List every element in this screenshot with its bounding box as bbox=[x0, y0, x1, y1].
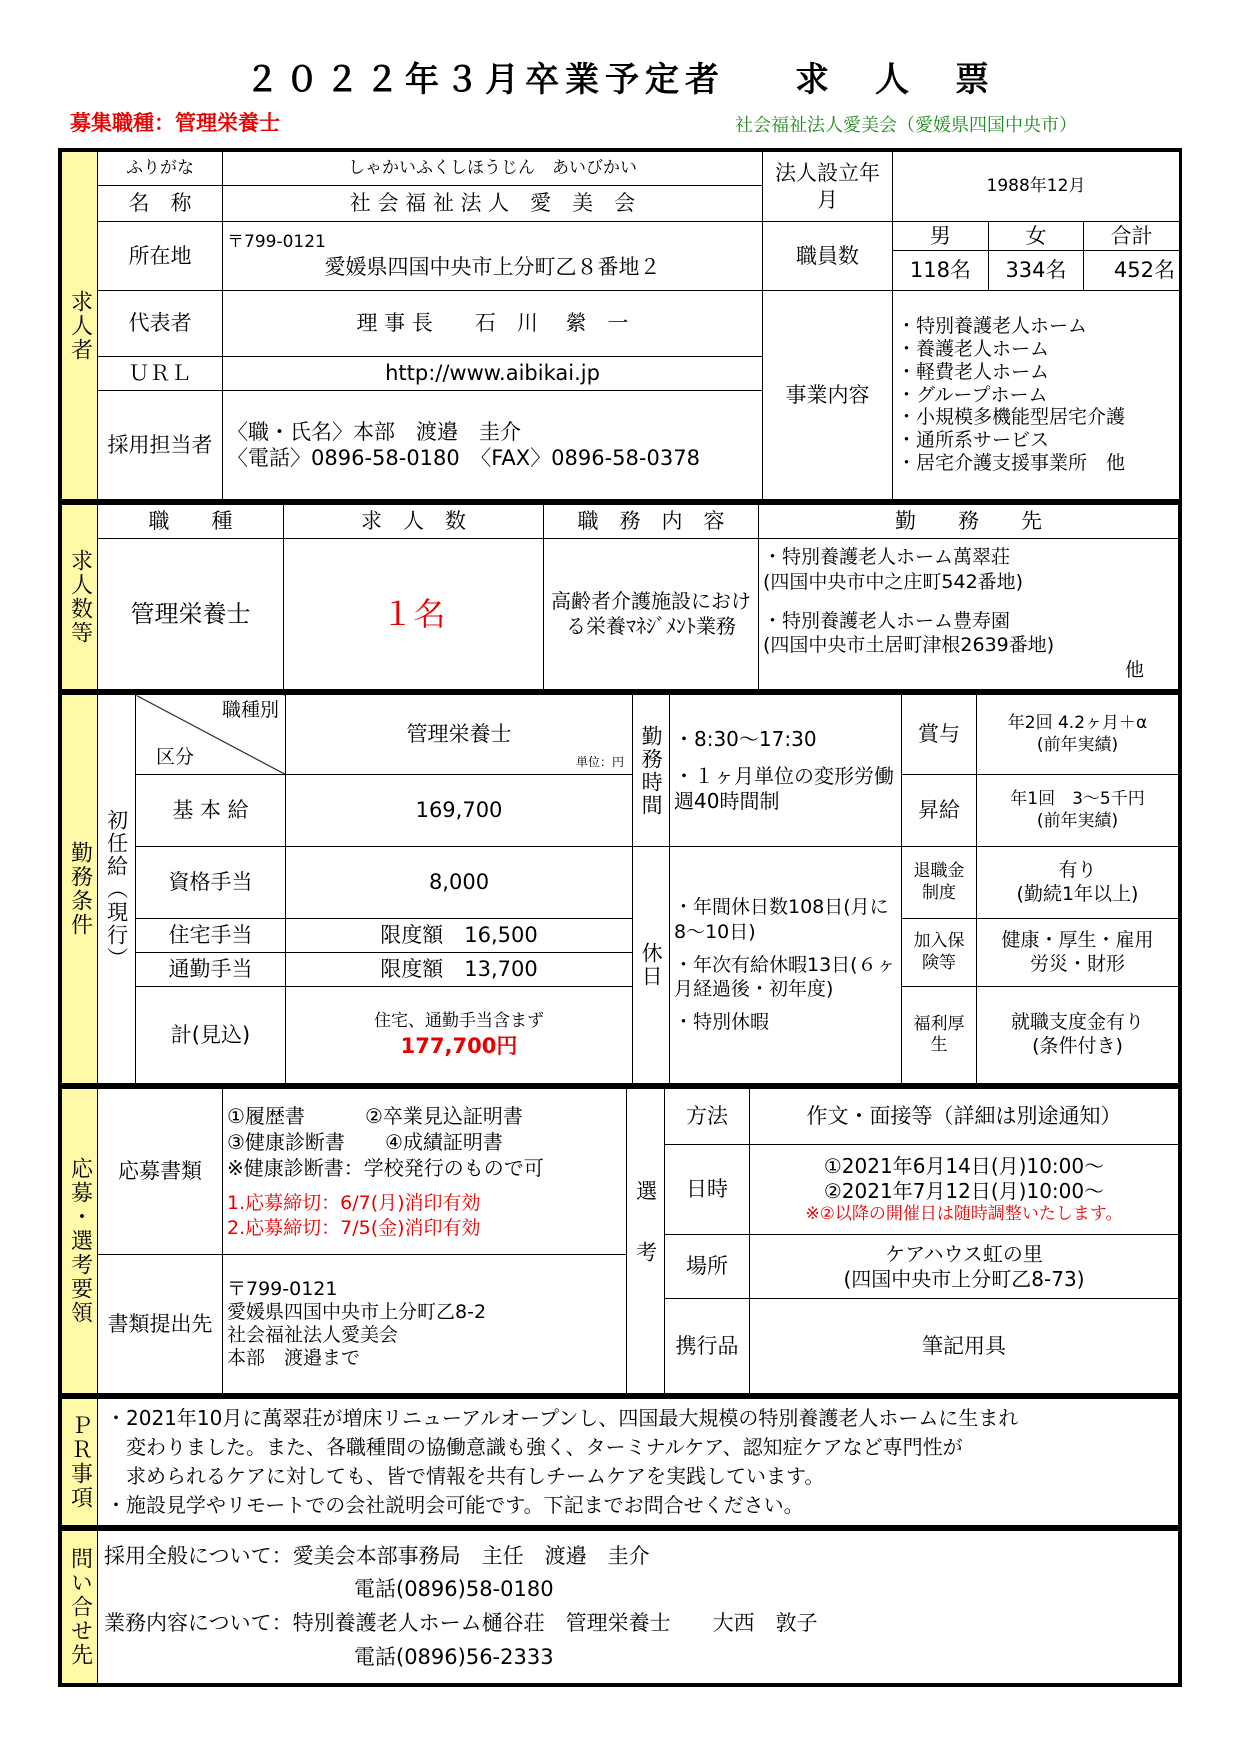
url-label: ＵＲＬ bbox=[98, 357, 223, 391]
inquiry-section bbox=[58, 1527, 1182, 1687]
diag-top-label: 職種別 bbox=[221, 699, 279, 721]
method-value: 作文・面接等（詳細は別途通知） bbox=[750, 1089, 1179, 1145]
contact-value bbox=[223, 391, 763, 500]
title-sub: 求 人 票 bbox=[795, 60, 995, 100]
application-side-label: 応募・選考要領 bbox=[62, 1089, 98, 1394]
place-item: ・特別養護老人ホーム萬翠荘 bbox=[763, 546, 1011, 569]
holiday-value bbox=[670, 847, 902, 1084]
inquiry-line: 採用全般について：愛美会本部事務局 主任 渡邉 圭介 bbox=[104, 1543, 650, 1568]
submit-line: 愛媛県四国中央市上分町乙8-2 bbox=[227, 1300, 487, 1323]
postal-code: 〒799-0121 bbox=[227, 232, 326, 253]
place-address: (四国中央市土居町津根2639番地) bbox=[763, 634, 1055, 657]
pr-line: 変わりました。また、各職種間の協働意識も強く、ターミナルケア、認知症ケアなど専門性が bbox=[126, 1435, 963, 1459]
place-value bbox=[750, 1235, 1179, 1299]
welfare-value bbox=[977, 987, 1179, 1084]
bonus-value bbox=[977, 695, 1179, 775]
submit-line: 本部 渡邉まで bbox=[227, 1347, 361, 1370]
title-main: ２０２２年３月卒業予定者 bbox=[245, 60, 725, 100]
business-item: ・グループホーム bbox=[897, 383, 1048, 406]
doc-item: ③健康診断書 bbox=[227, 1129, 345, 1154]
base-label: 基 本 給 bbox=[136, 775, 286, 847]
page-title bbox=[0, 52, 1240, 101]
place-etc: 他 bbox=[1124, 659, 1144, 682]
cert-label: 資格手当 bbox=[136, 847, 286, 919]
job-value: 管理栄養士 bbox=[98, 539, 284, 690]
female-label: 女 bbox=[988, 222, 1083, 250]
pr-section bbox=[58, 1395, 1182, 1529]
docs-value bbox=[223, 1089, 627, 1255]
deadline-line: 1.応募締切：6/7(月)消印有効 bbox=[227, 1191, 481, 1214]
select-label: 選考 bbox=[627, 1089, 665, 1394]
total-label: 合計 bbox=[1084, 222, 1179, 250]
pr-body bbox=[98, 1399, 1179, 1526]
name-label: 名 称 bbox=[98, 186, 223, 222]
welfare-label: 福利厚生 bbox=[902, 987, 977, 1084]
base-value: 169,700 bbox=[286, 775, 633, 847]
col-count: 求 人 数 bbox=[284, 505, 544, 539]
col-duty: 職 務 内 容 bbox=[544, 505, 759, 539]
conditions-side-label: 勤務条件 bbox=[62, 695, 98, 1084]
furigana-value: しゃかいふくしほうじん あいびかい bbox=[223, 152, 763, 186]
diag-bottom-label: 区分 bbox=[156, 746, 195, 769]
place-item: ・特別養護老人ホーム豊寿園 bbox=[763, 609, 1011, 632]
furigana-label: ふりがな bbox=[98, 152, 223, 186]
place-address: (四国中央市中之庄町542番地) bbox=[763, 570, 1024, 593]
welfare-line: 就職支度金有り bbox=[1010, 1011, 1144, 1034]
retire-label: 退職金制度 bbox=[902, 847, 977, 919]
date-value bbox=[750, 1145, 1179, 1235]
unit-label: 単位：円 bbox=[575, 755, 624, 769]
housing-value: 限度額 16,500 bbox=[286, 919, 633, 953]
employer-section bbox=[58, 148, 1182, 503]
count-value: １名 bbox=[284, 539, 544, 690]
insurance-value bbox=[977, 919, 1179, 987]
doc-item: ④成績証明書 bbox=[384, 1129, 503, 1154]
salary-job-header bbox=[286, 695, 633, 775]
place-label: 場所 bbox=[665, 1235, 750, 1299]
date-label: 日時 bbox=[665, 1145, 750, 1235]
business-list bbox=[893, 291, 1180, 500]
total-value bbox=[286, 987, 633, 1084]
retire-note: (勤続1年以上) bbox=[1016, 882, 1139, 905]
insurance-line: 労災・財形 bbox=[1029, 952, 1125, 975]
established-label: 法人設立年 月 bbox=[763, 152, 893, 222]
cert-value: 8,000 bbox=[286, 847, 633, 919]
col-place: 勤 務 先 bbox=[759, 505, 1179, 539]
business-item: ・通所系サービス bbox=[897, 429, 1050, 452]
conditions-section bbox=[58, 691, 1182, 1087]
inquiry-tel: 電話(0896)56-2333 bbox=[354, 1644, 554, 1669]
docs-label: 応募書類 bbox=[98, 1089, 223, 1255]
business-item: ・居宅介護支援事業所 他 bbox=[897, 451, 1126, 474]
pr-line: ・施設見学やリモートでの会社説明会可能です。下記までお問合せください。 bbox=[106, 1493, 804, 1517]
total-note: 住宅、通勤手当含まず bbox=[374, 1011, 544, 1032]
corp-heading: 社会福祉法人愛美会（愛媛県四国中央市） bbox=[735, 115, 1077, 136]
place-line: (四国中央市上分町乙8-73) bbox=[843, 1266, 1085, 1291]
raise-text: 年1回 3〜5千円 bbox=[1010, 789, 1145, 810]
hours-line: ・8:30〜17:30 bbox=[674, 727, 817, 751]
address-value bbox=[223, 222, 763, 291]
business-label: 事業内容 bbox=[763, 291, 893, 500]
business-item: ・養護老人ホーム bbox=[897, 338, 1050, 360]
submit-value bbox=[223, 1255, 627, 1394]
address-label: 所在地 bbox=[98, 222, 223, 291]
salary-side-label: 初任給（現行） bbox=[98, 695, 136, 1084]
bonus-note: (前年実績) bbox=[1036, 734, 1119, 755]
insurance-label: 加入保険等 bbox=[902, 919, 977, 987]
commute-value: 限度額 13,700 bbox=[286, 953, 633, 987]
holiday-line: ・年次有給休暇13日(６ヶ月経過後・初年度) bbox=[674, 953, 896, 1001]
rep-value: 理 事 長 石 川 縈 一 bbox=[223, 291, 763, 357]
name-value: 社 会 福 祉 法 人 愛 美 会 bbox=[223, 186, 763, 222]
retire-value bbox=[977, 847, 1179, 919]
col-job: 職 種 bbox=[98, 505, 284, 539]
salary-header-diagonal bbox=[136, 695, 286, 775]
established-value: 1988年12月 bbox=[893, 152, 1180, 222]
business-item: ・特別養護老人ホーム bbox=[897, 315, 1088, 338]
method-label: 方法 bbox=[665, 1089, 750, 1145]
pr-line: ・2021年10月に萬翠荘が増床リニューアルオープンし、四国最大規模の特別養護老人ホームに生まれ bbox=[106, 1406, 1019, 1430]
business-item: ・軽費老人ホーム bbox=[897, 360, 1050, 383]
hours-label: 勤務時間 bbox=[633, 695, 670, 847]
submit-label: 書類提出先 bbox=[98, 1255, 223, 1394]
salary-job: 管理栄養士 bbox=[406, 722, 512, 747]
doc-note: ※健康診断書：学校発行のもので可 bbox=[227, 1155, 544, 1180]
raise-label: 昇給 bbox=[902, 775, 977, 847]
bring-value: 筆記用具 bbox=[750, 1299, 1179, 1394]
rep-label: 代表者 bbox=[98, 291, 223, 357]
raise-note: (前年実績) bbox=[1036, 810, 1119, 831]
staff-label: 職員数 bbox=[763, 222, 893, 291]
pr-side-label: ＰＲ事項 bbox=[62, 1399, 98, 1526]
bonus-label: 賞与 bbox=[902, 695, 977, 775]
total-label: 計(見込) bbox=[136, 987, 286, 1084]
date-line: ①2021年6月14日(月)10:00〜 bbox=[823, 1153, 1105, 1178]
contact-name: 〈職・氏名〉本部 渡邉 圭介 bbox=[227, 419, 521, 444]
bonus-text: 年2回 4.2ヶ月＋α bbox=[1007, 713, 1148, 734]
raise-value bbox=[977, 775, 1179, 847]
place-line: ケアハウス虹の里 bbox=[885, 1241, 1043, 1266]
address-text: 愛媛県四国中央市上分町乙８番地２ bbox=[324, 254, 661, 279]
holiday-label: 休日 bbox=[633, 847, 670, 1084]
housing-label: 住宅手当 bbox=[136, 919, 286, 953]
insurance-line: 健康・厚生・雇用 bbox=[1001, 928, 1154, 951]
duty-value: 高齢者介護施設における栄養ﾏﾈｼﾞﾒﾝﾄ業務 bbox=[544, 539, 759, 690]
contact-tel: 〈電話〉0896-58-0180 〈FAX〉0896-58-0378 bbox=[227, 446, 700, 470]
pr-line: 求められるケアに対しても、皆で情報を共有しチームケアを実践しています。 bbox=[126, 1464, 825, 1488]
retire-text: 有り bbox=[1058, 858, 1097, 881]
employer-side-label: 求人者 bbox=[62, 152, 98, 500]
doc-item: ①履歴書 bbox=[227, 1103, 305, 1128]
inquiry-line: 業務内容について：特別養護老人ホーム樋谷荘 管理栄養士 大西 敦子 bbox=[104, 1611, 818, 1635]
business-item: ・小規模多機能型居宅介護 bbox=[897, 406, 1126, 429]
openings-side-label: 求人数等 bbox=[62, 505, 98, 690]
female-count: 334名 bbox=[988, 250, 1083, 290]
welfare-line: (条件付き) bbox=[1032, 1035, 1123, 1057]
total-count: 452名 bbox=[1084, 250, 1179, 290]
holiday-line: ・年間休日数108日(月に8〜10日) bbox=[674, 896, 889, 943]
commute-label: 通勤手当 bbox=[136, 953, 286, 987]
male-count: 118名 bbox=[893, 250, 988, 290]
url-link[interactable]: http://www.aibikai.jp bbox=[223, 357, 763, 391]
date-note: ※②以降の開催日は随時調整いたします。 bbox=[805, 1203, 1123, 1224]
total-amount: 177,700円 bbox=[400, 1033, 518, 1058]
holiday-line: ・特別休暇 bbox=[674, 1011, 770, 1034]
submit-line: 社会福祉法人愛美会 bbox=[227, 1324, 399, 1346]
bring-label: 携行品 bbox=[665, 1299, 750, 1394]
openings-section bbox=[58, 501, 1182, 693]
inquiry-body bbox=[98, 1531, 1179, 1684]
submit-line: 〒799-0121 bbox=[227, 1277, 338, 1300]
deadline-line: 2.応募締切：7/5(金)消印有効 bbox=[227, 1216, 481, 1239]
inquiry-tel: 電話(0896)58-0180 bbox=[354, 1577, 554, 1602]
inquiry-side-label: 問い合せ先 bbox=[62, 1531, 98, 1684]
male-label: 男 bbox=[893, 222, 988, 250]
place-value bbox=[759, 539, 1179, 690]
application-section bbox=[58, 1085, 1182, 1397]
job-type-heading: 募集職種：管理栄養士 bbox=[70, 111, 280, 135]
date-line: ②2021年7月12日(月)10:00〜 bbox=[823, 1178, 1105, 1203]
doc-item: ②卒業見込証明書 bbox=[364, 1103, 523, 1128]
hours-value bbox=[670, 695, 902, 847]
hours-line: ・１ヶ月単位の変形労働週40時間制 bbox=[674, 764, 894, 813]
contact-label: 採用担当者 bbox=[98, 391, 223, 500]
